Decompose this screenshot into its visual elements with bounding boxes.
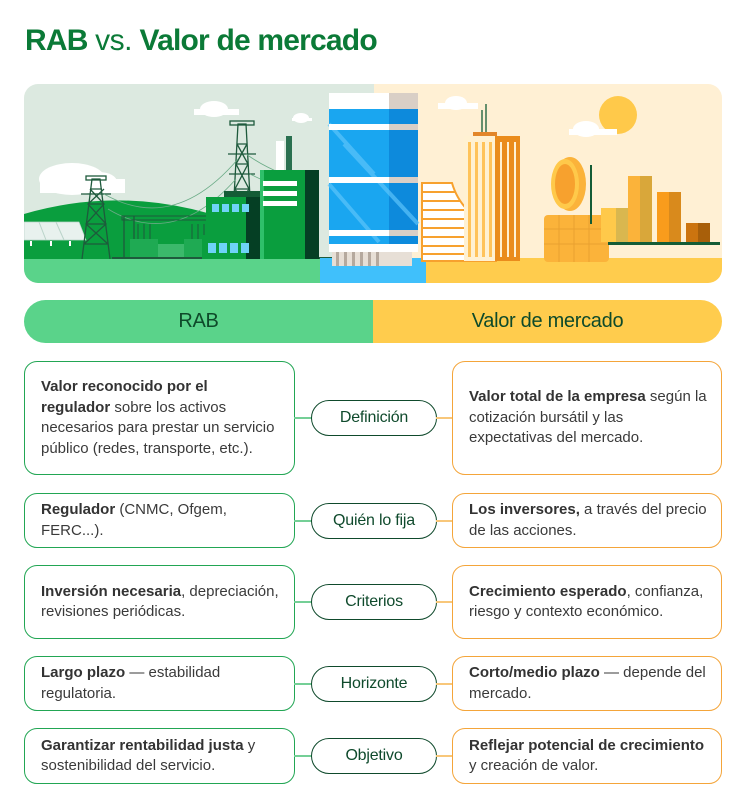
comparison-row-quien-lo-fija xyxy=(24,493,722,548)
market-card-bold: Reflejar potencial de crecimiento xyxy=(469,736,705,754)
rab-card-bold: Inversión necesaria xyxy=(41,582,182,600)
criterion-pill: Quién lo fija xyxy=(311,503,437,539)
comparison-row-definicion xyxy=(24,361,722,475)
market-card-text: y creación de valor. xyxy=(469,757,599,774)
criterion-pill: Definición xyxy=(311,400,437,436)
connector-line xyxy=(294,601,312,603)
rab-card xyxy=(24,656,295,711)
connector-line xyxy=(436,417,453,419)
market-card-text: a través del precio de las acciones. xyxy=(469,501,707,539)
rab-card-text: , depreciación, revisiones periódicas. xyxy=(41,582,279,620)
title-market-value: Valor de mercado xyxy=(139,24,377,57)
rab-card-text: sobre los activos necesarios para prestar un servicio público (redes, transporte, etc.). xyxy=(41,398,275,457)
market-card xyxy=(452,361,722,475)
rab-card-bold: Largo plazo xyxy=(41,664,126,681)
rab-card xyxy=(24,565,295,639)
connector-line xyxy=(436,683,453,685)
connector-line xyxy=(294,683,312,685)
rab-card-bold: Garantizar rentabilidad justa xyxy=(41,736,244,754)
title-vs: vs. xyxy=(95,24,132,57)
header-rab: RAB xyxy=(24,300,373,343)
sun-icon xyxy=(599,96,637,134)
rab-card-bold: Regulador xyxy=(41,501,116,518)
rab-card xyxy=(24,493,295,548)
market-card xyxy=(452,728,722,784)
rab-card-text: — estabilidad regulatoria. xyxy=(41,664,221,702)
connector-line xyxy=(436,601,453,603)
page-title xyxy=(25,24,377,58)
title-rab: RAB xyxy=(25,24,88,57)
comparison-row-objetivo xyxy=(24,728,722,784)
market-card-text: — depende del mercado. xyxy=(469,664,706,702)
connector-line xyxy=(294,520,312,522)
connector-line xyxy=(294,417,312,419)
market-card xyxy=(452,493,722,548)
market-card-bold: Corto/medio plazo xyxy=(469,664,600,681)
market-card-bold: Crecimiento esperado xyxy=(469,582,627,600)
market-card-bold: Valor total de la empresa xyxy=(469,388,646,406)
rab-card-text: (CNMC, Ofgem, FERC...). xyxy=(41,501,227,539)
market-card-text: , confianza, riesgo y contexto económico. xyxy=(469,582,704,620)
market-card-text: según la cotización bursátil y las expectativas del mercado. xyxy=(469,388,707,447)
market-card xyxy=(452,565,722,639)
rab-card xyxy=(24,728,295,784)
comparison-row-criterios xyxy=(24,565,722,639)
rab-card xyxy=(24,361,295,475)
comparison-header xyxy=(24,300,722,343)
comparison-row-horizonte xyxy=(24,656,722,711)
hero-illustration xyxy=(24,84,722,283)
market-card xyxy=(452,656,722,711)
criterion-pill: Horizonte xyxy=(311,666,437,702)
criterion-pill: Criterios xyxy=(311,584,437,620)
header-market-value: Valor de mercado xyxy=(373,300,722,343)
rab-card-bold: Valor reconocido por el regulador xyxy=(41,378,208,416)
market-card-bold: Los inversores, xyxy=(469,501,580,518)
rab-card-text: y sostenibilidad del servicio. xyxy=(41,736,256,774)
connector-line xyxy=(436,520,453,522)
connector-line xyxy=(436,755,453,757)
criterion-pill: Objetivo xyxy=(311,738,437,774)
connector-line xyxy=(294,755,312,757)
